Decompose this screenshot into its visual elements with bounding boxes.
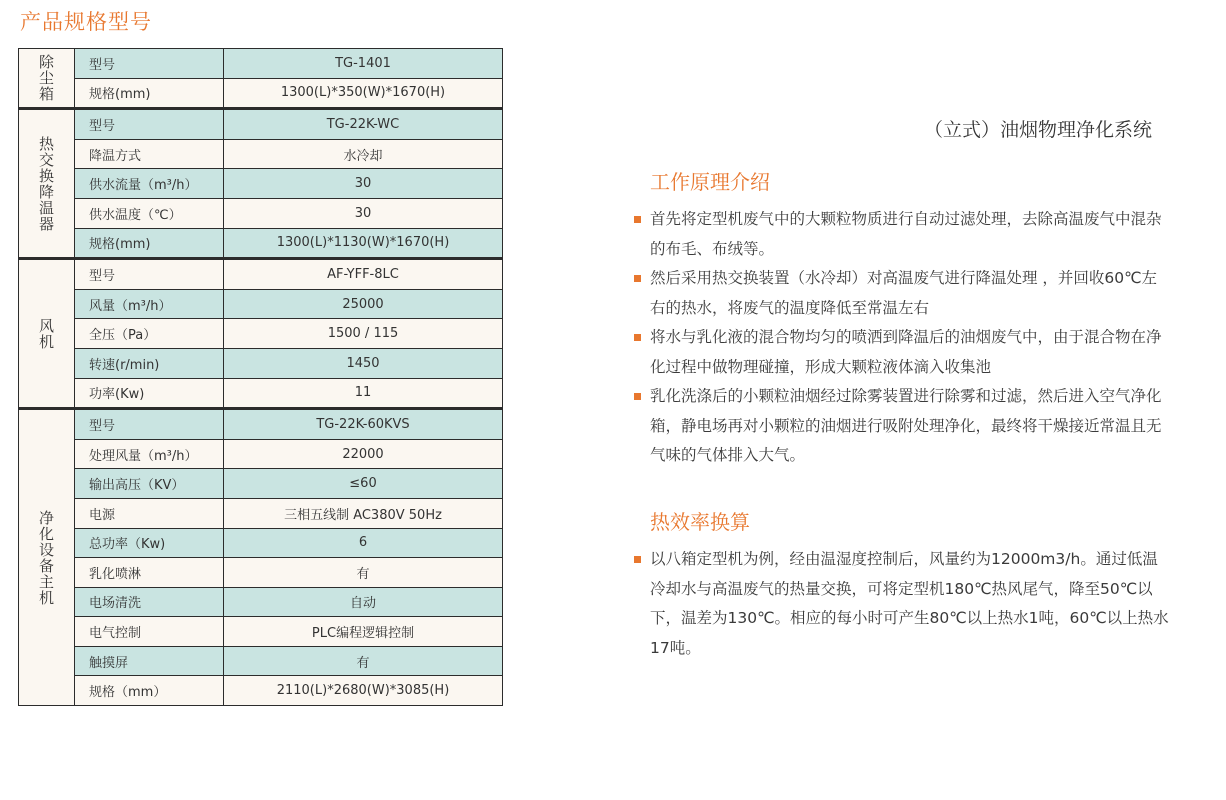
page-title: 产品规格型号 <box>20 10 152 34</box>
table-row <box>19 49 503 79</box>
spec-label: 乳化喷淋 <box>75 558 224 588</box>
spec-label: 处理风量（m³/h） <box>75 439 224 469</box>
table-row <box>19 498 503 528</box>
group-label-cell <box>19 109 75 259</box>
spec-value: TG-22K-60KVS <box>224 409 503 440</box>
spec-value: 30 <box>224 198 503 228</box>
spec-value: 11 <box>224 378 503 409</box>
spec-label: 触摸屏 <box>75 646 224 676</box>
spec-value: 1450 <box>224 348 503 378</box>
table-row <box>19 289 503 319</box>
list-item: 然后采用热交换装置（水冷却）对高温废气进行降温处理 ，并回收60℃左右的热水，将废气的温度降低至常温左右 <box>630 264 1170 323</box>
table-row <box>19 469 503 499</box>
spec-label: 型号 <box>75 49 224 79</box>
heat-efficiency-list <box>630 545 1170 663</box>
spec-value: 22000 <box>224 439 503 469</box>
table-row <box>19 228 503 259</box>
spec-value: 1500 / 115 <box>224 319 503 349</box>
spec-value: 2110(L)*2680(W)*3085(H) <box>224 676 503 706</box>
list-item: 以八箱定型机为例，经由温湿度控制后，风量约为12000m3/h。通过低温冷却水与高温废气的热量交换，可将定型机180℃热风尾气，降至50℃以下，温差为130℃。相应的每小时可产生80℃以上热水1吨，60℃以上热水17吨。 <box>630 545 1170 663</box>
table-row <box>19 319 503 349</box>
table-row <box>19 109 503 140</box>
spec-value: 6 <box>224 528 503 558</box>
spec-label: 电气控制 <box>75 617 224 647</box>
table-row <box>19 646 503 676</box>
spec-value: 自动 <box>224 587 503 617</box>
group-label-cell <box>19 259 75 409</box>
square-bullet-icon <box>634 556 641 563</box>
heat-efficiency-heading: 热效率换算 <box>650 510 750 534</box>
group-label: 除尘箱 <box>38 53 54 104</box>
principle-section <box>630 166 1170 471</box>
table-row <box>19 348 503 378</box>
spec-value: 有 <box>224 558 503 588</box>
table-row <box>19 198 503 228</box>
spec-label: 输出高压（KV） <box>75 469 224 499</box>
spec-value: AF-YFF-8LC <box>224 259 503 290</box>
principle-list <box>630 205 1170 471</box>
group-label-cell <box>19 409 75 706</box>
spec-value: PLC编程逻辑控制 <box>224 617 503 647</box>
group-label: 热交换降温器 <box>38 134 54 233</box>
list-item: 乳化洗涤后的小颗粒油烟经过除雾装置进行除雾和过滤，然后进入空气净化箱，静电场再对小颗粒的油烟进行吸附处理净化，最终将干燥接近常温且无气味的气体排入大气。 <box>630 382 1170 471</box>
square-bullet-icon <box>634 275 641 282</box>
spec-label: 型号 <box>75 109 224 140</box>
table-row <box>19 587 503 617</box>
table-row <box>19 169 503 199</box>
square-bullet-icon <box>634 393 641 400</box>
spec-label: 转速(r/min) <box>75 348 224 378</box>
spec-label: 功率(Kw) <box>75 378 224 409</box>
spec-label: 电场清洗 <box>75 587 224 617</box>
table-row <box>19 78 503 109</box>
table-row <box>19 439 503 469</box>
group-label: 风机 <box>38 316 54 351</box>
spec-label: 降温方式 <box>75 139 224 169</box>
spec-label: 规格(mm) <box>75 228 224 259</box>
square-bullet-icon <box>634 216 641 223</box>
spec-value: TG-22K-WC <box>224 109 503 140</box>
table-row <box>19 528 503 558</box>
list-item: 将水与乳化液的混合物均匀的喷洒到降温后的油烟废气中，由于混合物在净化过程中做物理碰撞，形成大颗粒液体滴入收集池 <box>630 323 1170 382</box>
spec-label: 供水温度（℃） <box>75 198 224 228</box>
spec-label: 全压（Pa） <box>75 319 224 349</box>
spec-value: 30 <box>224 169 503 199</box>
table-row <box>19 378 503 409</box>
spec-label: 风量（m³/h） <box>75 289 224 319</box>
spec-label: 供水流量（m³/h） <box>75 169 224 199</box>
table-row <box>19 558 503 588</box>
spec-label: 规格(mm) <box>75 78 224 109</box>
spec-value: 1300(L)*350(W)*1670(H) <box>224 78 503 109</box>
spec-value: 水冷却 <box>224 139 503 169</box>
spec-value: ≤60 <box>224 469 503 499</box>
heat-efficiency-section <box>630 506 1170 663</box>
spec-value: 1300(L)*1130(W)*1670(H) <box>224 228 503 259</box>
principle-heading: 工作原理介绍 <box>650 170 770 194</box>
square-bullet-icon <box>634 334 641 341</box>
table-row <box>19 259 503 290</box>
table-row <box>19 139 503 169</box>
spec-label: 总功率（Kw) <box>75 528 224 558</box>
spec-label: 规格（mm） <box>75 676 224 706</box>
spec-label: 型号 <box>75 409 224 440</box>
group-label: 净化设备主机 <box>38 508 54 607</box>
spec-table <box>18 48 503 706</box>
table-row <box>19 676 503 706</box>
spec-value: 三相五线制 AC380V 50Hz <box>224 498 503 528</box>
spec-value: TG-1401 <box>224 49 503 79</box>
spec-table-body <box>19 49 503 706</box>
spec-label: 电源 <box>75 498 224 528</box>
table-row <box>19 617 503 647</box>
group-label-cell <box>19 49 75 109</box>
spec-label: 型号 <box>75 259 224 290</box>
spec-value: 有 <box>224 646 503 676</box>
list-item: 首先将定型机废气中的大颗粒物质进行自动过滤处理，去除高温废气中混杂的布毛、布绒等。 <box>630 205 1170 264</box>
system-title: （立式）油烟物理净化系统 <box>923 119 1152 141</box>
spec-value: 25000 <box>224 289 503 319</box>
table-row <box>19 409 503 440</box>
